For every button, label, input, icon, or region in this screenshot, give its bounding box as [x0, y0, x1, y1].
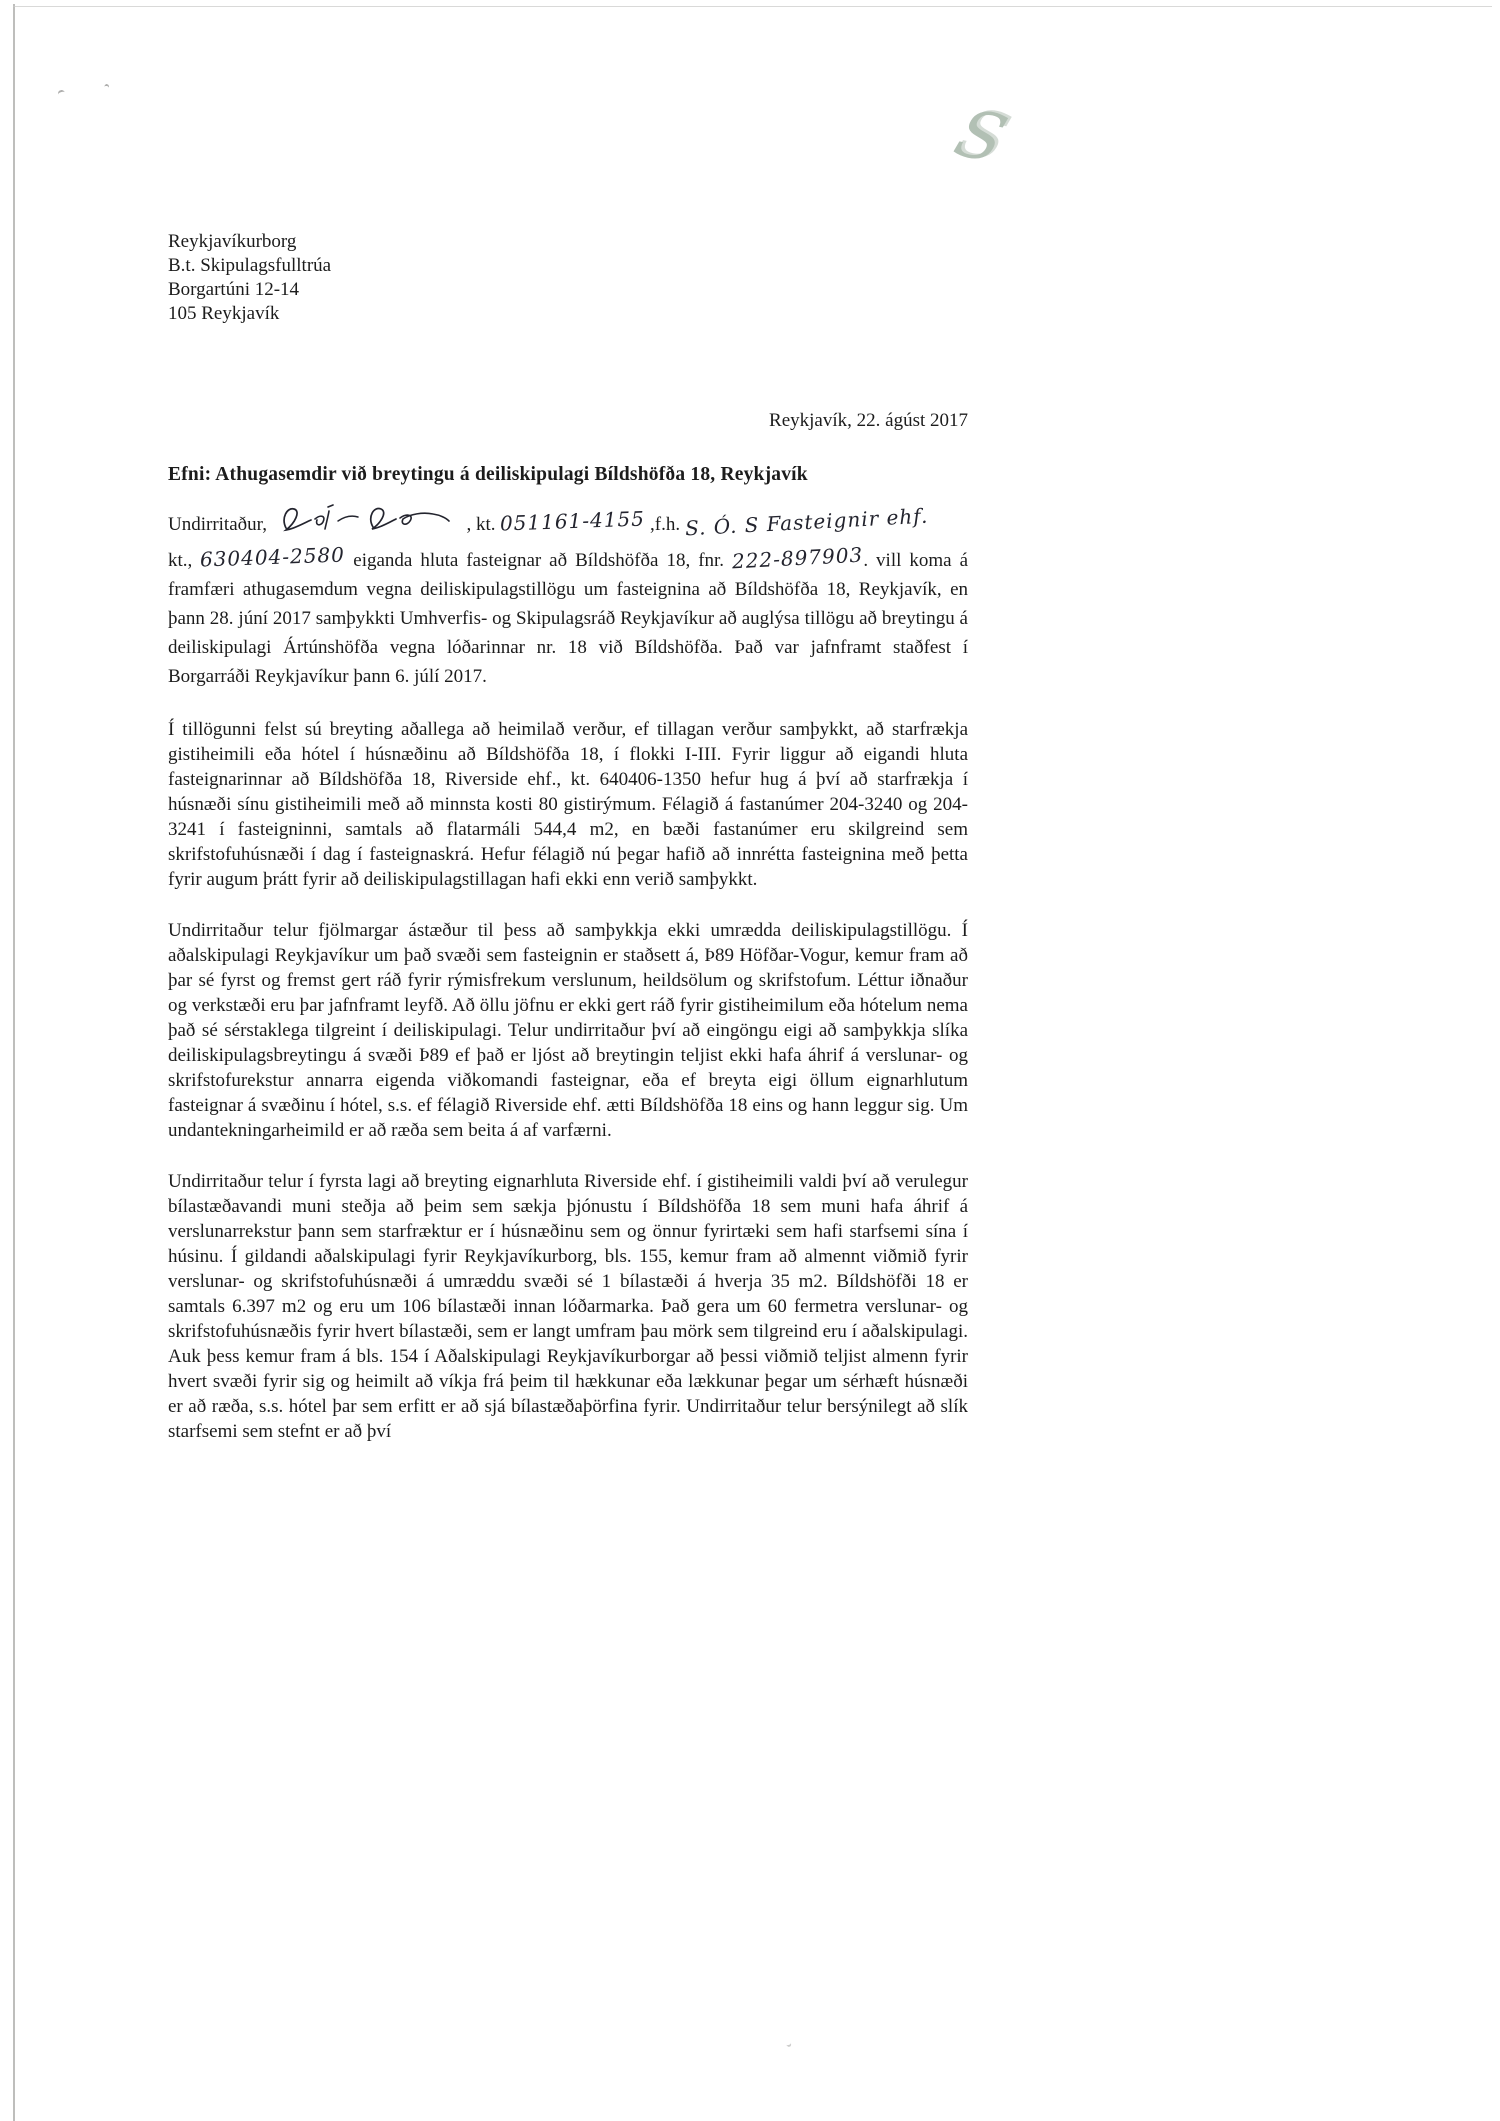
handwritten-company-name: S. Ó. S Fasteignir ehf. — [684, 503, 929, 541]
body-paragraph: Undirritaður telur fjölmargar ástæður til þess að samþykkja ekki umrædda deiliskipulagstillögu. Í aðalskipulagi Reykjavíkur um það svæði sem fasteignin er staðsett á, Þ89 Höfðar-Vogur, kemur fram að þar sé fyrst og fremst gert ráð fyrir rýmisfrekum verslunum, heildsölum og skrifstofum. Léttur iðnaður og verkstæði eru þar jafnframt leyfð. Að öllu jöfnu er ekki gert ráð fyrir gistiheimilum eða hótelum nema það sé sérstaklega tilgreint í deiliskipulagi. Telur undirritaður því að eingöngu eigi að samþykkja slíka deiliskipulagsbreytingu á svæði Þ89 ef það er ljóst að breytingin teljist ekki hafa áhrif á verslunar- og skrifstofurekstur annarra eigenda viðkomandi fasteignar, eða ef breyta eigi öllum eignarhlutum fasteignar á svæðinu í hótel, s.s. ef félagið Riverside ehf. ætti Bíldshöfða 18 eins og hann leggur sig. Um undantekningarheimild er að ræða sem beita á af varfærni. — [168, 920, 968, 1141]
intro-text: eiganda hluta fasteignar að Bíldshöfða 18, fnr. — [353, 550, 725, 571]
intro-text: , kt. — [466, 514, 496, 535]
pen-mark — [57, 89, 66, 98]
intro-text: . vill koma á framfæri athugasemdum vegna deiliskipulagstillögu um fasteignina að Bíldshöfða 18, Reykjavík, en þann 28. júní 2017 samþykkti Umhverfis- og Skipulagsráð Reykjavíkur að auglýsa tillögu að breytingu á deiliskipulagi Ártúnshöfða vegna lóðarinnar nr. 18 við Bíldshöfða. Það var jafnframt staðfest í Borgarráði Reykjavíkur þann 6. júlí 2017. — [168, 550, 969, 687]
body-paragraph: Undirritaður telur í fyrsta lagi að breyting eignarhluta Riverside ehf. í gistiheimili valdi því að verulegur bílastæðavandi muni steðja að þeim sem sækja þjónustu í Bíldshöfða 18 sem muni hafa áhrif á verslunarrekstur þann sem starfræktur er í húsnæðinu sem og önnur fyrirtæki sem hafi starfsemi sína í húsinu. Í gildandi aðalskipulagi fyrir Reykjavíkurborg, bls. 155, kemur fram að almennt viðmið fyrir verslunar- og skrifstofuhúsnæði á umræddu svæði sé 1 bílastæði á hverja 35 m2. Bíldshöfði 18 er samtals 6.397 m2 og eru um 106 bílastæði innan lóðarmarka. Það gera um 60 fermetra verslunar- og skrifstofuhúsnæðis fyrir hvert bílastæði, sem er langt umfram þau mörk sem tilgreind eru í aðalskipulagi. Auk þess kemur fram á bls. 154 í Aðalskipulagi Reykjavíkurborgar að þessi viðmið teljist almenn fyrir hvert svæði fyrir sig og heimilt að víkja frá þeim til hækkunar eða lækkunar þegar um sérhæft húsnæði er að ræða, s.s. hótel þar sem erfitt er að sjá bílastæðaþörfina fyrir. Undirritaður telur bersýnilegt að slík starfsemi sem stefnt er að því — [168, 1171, 968, 1442]
recipient-address-block — [168, 230, 968, 326]
intro-paragraph — [168, 504, 968, 691]
intro-text: kt., — [168, 550, 193, 571]
recipient-line: Reykjavíkurborg — [168, 231, 297, 252]
pen-mark — [785, 2039, 792, 2047]
handwritten-fastanumer: 222-897903 — [731, 542, 864, 574]
handwritten-kennitala-1: 051161-4155 — [499, 506, 646, 536]
intro-text: Undirritaður, — [168, 514, 267, 535]
handwritten-signature — [278, 504, 456, 545]
subject-line: Efni: Athugasemdir við breytingu á deiliskipulagi Bíldshöfða 18, Reykjavík — [168, 464, 808, 485]
dateline: Reykjavík, 22. ágúst 2017 — [769, 410, 968, 431]
scan-edge-left — [13, 4, 15, 2121]
recipient-line: B.t. Skipulagsfulltrúa — [168, 255, 332, 276]
letter-content — [168, 0, 968, 1444]
pen-mark — [103, 84, 109, 92]
handwritten-kennitala-2: 630404-2580 — [199, 542, 346, 572]
handwritten-corner-s-mark: S — [945, 95, 1017, 178]
intro-text: ,f.h. — [650, 514, 681, 535]
body-paragraph: Í tillögunni felst sú breyting aðallega að heimilað verður, ef tillagan verður samþykkt, að starfrækja gistiheimili eða hótel í húsnæðinu að Bíldshöfða 18, í flokki I-III. Fyrir liggur að eigandi hluta fasteignarinnar að Bíldshöfða 18, Riverside ehf., kt. 640406-1350 hefur hug á því að starfrækja í húsnæði sínu gistiheimili með að minnsta kosti 80 gistirýmum. Félagið á fastanúmer 204-3240 og 204-3241 í fasteigninni, samtals að flatarmáli 544,4 m2, en bæði fastanúmer eru skilgreind sem skrifstofuhúsnæði í dag í fasteignaskrá. Hefur félagið nú þegar hafið að innrétta fasteignina með þetta fyrir augum þrátt fyrir að deiliskipulagstillagan hafi ekki enn verið samþykkt. — [168, 719, 968, 890]
recipient-line: Borgartúni 12-14 — [168, 279, 300, 300]
recipient-line: 105 Reykjavík — [168, 303, 280, 324]
